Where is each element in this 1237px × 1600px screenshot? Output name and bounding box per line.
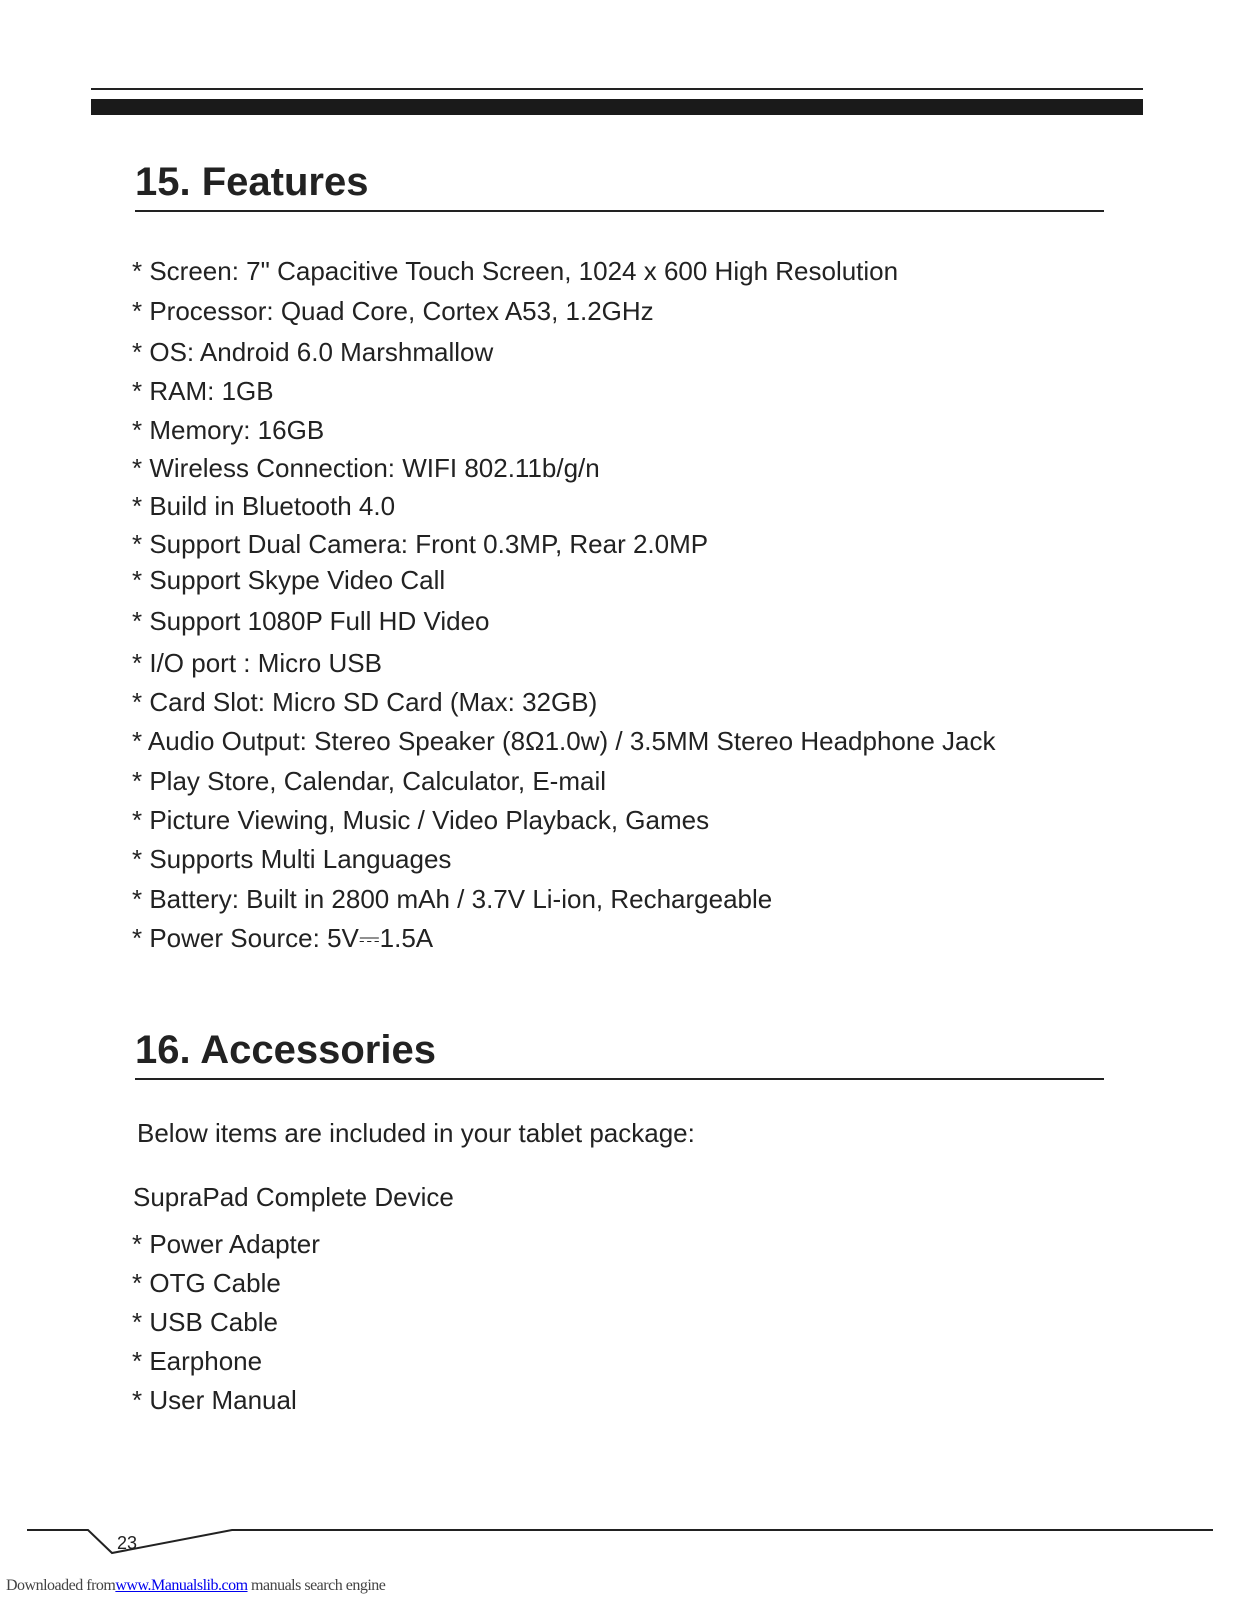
feature-item: * RAM: 1GB [132, 376, 274, 406]
accessories-heading: 16. Accessories [135, 1028, 436, 1072]
feature-item: * I/O port : Micro USB [132, 648, 382, 678]
page-number: 23 [117, 1533, 138, 1553]
feature-item: * Audio Output: Stereo Speaker (8Ω1.0w) / 3.5MM Stereo Headphone Jack [132, 726, 996, 756]
feature-item: * Card Slot: Micro SD Card (Max: 32GB) [132, 687, 598, 717]
feature-item: * Wireless Connection: WIFI 802.11b/g/n [132, 453, 600, 483]
accessory-item: * User Manual [132, 1385, 297, 1415]
download-footer [6, 1576, 385, 1596]
accessories-device: SupraPad Complete Device [133, 1182, 454, 1212]
feature-item: * Play Store, Calendar, Calculator, E-mail [132, 766, 606, 796]
feature-item: * Supports Multi Languages [132, 844, 452, 874]
accessory-item: * Power Adapter [132, 1229, 320, 1259]
header-thin-rule [91, 88, 1143, 90]
accessories-intro: Below items are included in your tablet package: [137, 1118, 695, 1148]
feature-item: * Build in Bluetooth 4.0 [132, 491, 396, 521]
accessory-item: * USB Cable [132, 1307, 278, 1337]
feature-item: * Support Skype Video Call [132, 565, 446, 595]
feature-item: * Processor: Quad Core, Cortex A53, 1.2GHz [132, 296, 654, 326]
feature-item: * Support 1080P Full HD Video [132, 606, 490, 636]
download-suffix: manuals search engine [247, 1577, 386, 1594]
manualslib-link[interactable]: www.Manualslib.com [115, 1577, 248, 1594]
features-heading: 15. Features [135, 160, 369, 204]
feature-item: * Power Source: 5V⎓1.5A [132, 923, 434, 953]
download-prefix: Downloaded from [6, 1577, 116, 1594]
accessory-item: * Earphone [132, 1346, 263, 1376]
feature-item: * Picture Viewing, Music / Video Playback, Games [132, 805, 710, 835]
feature-item: * Support Dual Camera: Front 0.3MP, Rear 2.0MP [132, 529, 709, 559]
feature-item: * OS: Android 6.0 Marshmallow [132, 337, 494, 367]
header-thick-rule [91, 99, 1143, 115]
feature-item: * Screen: 7" Capacitive Touch Screen, 1024 x 600 High Resolution [132, 256, 899, 286]
feature-item: * Battery: Built in 2800 mAh / 3.7V Li-ion, Rechargeable [132, 884, 773, 914]
footer-rule-graphic [0, 1525, 1237, 1565]
accessories-heading-underline [135, 1078, 1104, 1080]
accessory-item: * OTG Cable [132, 1268, 281, 1298]
feature-item: * Memory: 16GB [132, 415, 325, 445]
features-heading-underline [135, 210, 1104, 212]
